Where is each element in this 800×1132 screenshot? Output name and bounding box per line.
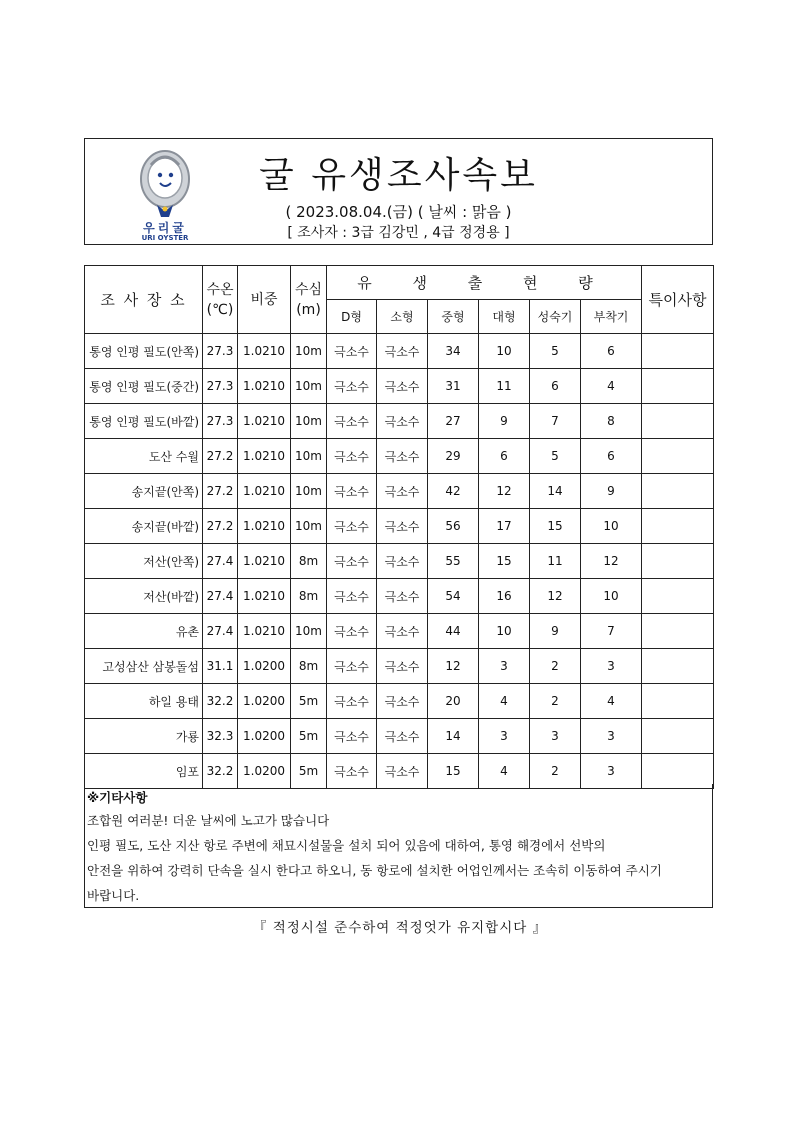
cell-depth: 10m [291, 369, 327, 404]
cell-remarks [642, 614, 714, 649]
cell-gravity: 1.0210 [238, 509, 291, 544]
cell-d-type: 극소수 [327, 404, 377, 439]
cell-small: 극소수 [377, 369, 428, 404]
cell-d-type: 극소수 [327, 369, 377, 404]
cell-mature: 12 [530, 579, 581, 614]
cell-small: 극소수 [377, 649, 428, 684]
header-depth [291, 266, 327, 334]
cell-small: 극소수 [377, 719, 428, 754]
table-body [85, 334, 714, 789]
logo-name: 우리굴 [143, 221, 187, 235]
subheader-attach: 부착기 [581, 300, 642, 334]
table-row [85, 474, 714, 509]
cell-large: 3 [479, 719, 530, 754]
cell-gravity: 1.0210 [238, 439, 291, 474]
cell-depth: 10m [291, 614, 327, 649]
table-row [85, 334, 714, 369]
cell-small: 극소수 [377, 754, 428, 789]
cell-large: 16 [479, 579, 530, 614]
cell-temperature: 27.3 [203, 369, 238, 404]
table-row [85, 614, 714, 649]
header-temperature [203, 266, 238, 334]
cell-location: 가룡 [85, 719, 203, 754]
cell-medium: 42 [428, 474, 479, 509]
cell-location: 유촌 [85, 614, 203, 649]
surveyor-line: [ 조사자 : 3급 김강민 , 4급 정경용 ] [287, 225, 510, 241]
larvae-survey-table [84, 265, 714, 789]
table-row [85, 719, 714, 754]
cell-gravity: 1.0210 [238, 369, 291, 404]
cell-large: 10 [479, 614, 530, 649]
cell-location: 하일 용태 [85, 684, 203, 719]
cell-large: 17 [479, 509, 530, 544]
cell-large: 4 [479, 684, 530, 719]
cell-mature: 5 [530, 439, 581, 474]
notes-line: 인평 필도, 도산 지산 항로 주변에 채묘시설물을 설치 되어 있음에 대하여, 통영 해경에서 선박의 [87, 838, 606, 853]
subheader-d: D형 [327, 300, 377, 334]
cell-mature: 3 [530, 719, 581, 754]
cell-medium: 54 [428, 579, 479, 614]
cell-attach: 4 [581, 369, 642, 404]
table-row [85, 404, 714, 439]
cell-location: 도산 수월 [85, 439, 203, 474]
cell-attach: 4 [581, 684, 642, 719]
cell-temperature: 27.4 [203, 544, 238, 579]
notes-box [84, 784, 713, 908]
cell-large: 9 [479, 404, 530, 439]
cell-location: 임포 [85, 754, 203, 789]
subheader-mature: 성숙기 [530, 300, 581, 334]
cell-mature: 6 [530, 369, 581, 404]
cell-attach: 6 [581, 439, 642, 474]
cell-medium: 31 [428, 369, 479, 404]
cell-remarks [642, 579, 714, 614]
cell-small: 극소수 [377, 614, 428, 649]
cell-remarks [642, 439, 714, 474]
table-row [85, 509, 714, 544]
cell-temperature: 32.2 [203, 754, 238, 789]
cell-small: 극소수 [377, 334, 428, 369]
subheader-medium: 중형 [428, 300, 479, 334]
cell-gravity: 1.0210 [238, 474, 291, 509]
notes-line: 조합원 여러분! 더운 날씨에 노고가 많습니다 [87, 813, 330, 828]
header-depth-label: 수심 [294, 281, 323, 298]
cell-temperature: 27.4 [203, 579, 238, 614]
cell-remarks [642, 684, 714, 719]
cell-d-type: 극소수 [327, 614, 377, 649]
cell-mature: 7 [530, 404, 581, 439]
cell-large: 3 [479, 649, 530, 684]
cell-large: 11 [479, 369, 530, 404]
cell-remarks [642, 404, 714, 439]
cell-attach: 12 [581, 544, 642, 579]
cell-depth: 5m [291, 719, 327, 754]
cell-mature: 14 [530, 474, 581, 509]
cell-mature: 5 [530, 334, 581, 369]
cell-d-type: 극소수 [327, 439, 377, 474]
cell-location: 저산(바깥) [85, 579, 203, 614]
header-larvae-count: 유 생 출 현 량 [327, 266, 642, 300]
cell-attach: 9 [581, 474, 642, 509]
cell-location: 송지끝(바깥) [85, 509, 203, 544]
notes-title: ※기타사항 [87, 790, 148, 805]
cell-remarks [642, 474, 714, 509]
cell-d-type: 극소수 [327, 684, 377, 719]
cell-mature: 2 [530, 649, 581, 684]
cell-attach: 8 [581, 404, 642, 439]
cell-depth: 8m [291, 579, 327, 614]
cell-depth: 5m [291, 684, 327, 719]
cell-mature: 9 [530, 614, 581, 649]
cell-depth: 8m [291, 649, 327, 684]
subheader-large: 대형 [479, 300, 530, 334]
cell-d-type: 극소수 [327, 719, 377, 754]
page-title: 굴 유생조사속보 [259, 155, 538, 196]
cell-location: 송지끝(안쪽) [85, 474, 203, 509]
subheader-small: 소형 [377, 300, 428, 334]
table-row [85, 439, 714, 474]
notes-line: 안전을 위하여 강력히 단속을 실시 한다고 하오니, 동 항로에 설치한 어업인께서는 조속히 이동하여 주시기 [87, 863, 662, 878]
cell-remarks [642, 334, 714, 369]
cell-d-type: 극소수 [327, 579, 377, 614]
header-temp-label: 수온 [206, 281, 234, 298]
cell-d-type: 극소수 [327, 334, 377, 369]
cell-depth: 10m [291, 439, 327, 474]
cell-remarks [642, 369, 714, 404]
cell-remarks [642, 509, 714, 544]
cell-temperature: 32.2 [203, 684, 238, 719]
cell-mature: 11 [530, 544, 581, 579]
header-remarks: 특이사항 [642, 266, 714, 334]
cell-d-type: 극소수 [327, 649, 377, 684]
cell-gravity: 1.0210 [238, 404, 291, 439]
cell-depth: 10m [291, 404, 327, 439]
header-location: 조 사 장 소 [85, 266, 203, 334]
cell-temperature: 27.4 [203, 614, 238, 649]
cell-attach: 3 [581, 649, 642, 684]
date-weather-line: ( 2023.08.04.(금) ( 날씨 : 맑음 ) [285, 203, 512, 221]
cell-gravity: 1.0210 [238, 544, 291, 579]
footer-slogan: 『 적정시설 준수하여 적정엇가 유지합시다 』 [252, 920, 548, 936]
cell-temperature: 27.3 [203, 334, 238, 369]
cell-medium: 29 [428, 439, 479, 474]
cell-gravity: 1.0200 [238, 684, 291, 719]
notes-line: 바랍니다. [87, 888, 140, 903]
cell-depth: 8m [291, 544, 327, 579]
cell-attach: 6 [581, 334, 642, 369]
cell-mature: 15 [530, 509, 581, 544]
table-row [85, 369, 714, 404]
cell-temperature: 32.3 [203, 719, 238, 754]
cell-remarks [642, 719, 714, 754]
cell-small: 극소수 [377, 579, 428, 614]
cell-attach: 10 [581, 579, 642, 614]
cell-large: 10 [479, 334, 530, 369]
cell-location: 고성삼산 삼봉돌섬 [85, 649, 203, 684]
cell-small: 극소수 [377, 439, 428, 474]
cell-gravity: 1.0210 [238, 334, 291, 369]
table-row [85, 579, 714, 614]
cell-mature: 2 [530, 754, 581, 789]
cell-gravity: 1.0200 [238, 649, 291, 684]
cell-medium: 55 [428, 544, 479, 579]
cell-gravity: 1.0200 [238, 719, 291, 754]
cell-d-type: 극소수 [327, 754, 377, 789]
cell-medium: 12 [428, 649, 479, 684]
report-header [84, 138, 713, 245]
cell-small: 극소수 [377, 474, 428, 509]
cell-location: 통영 인평 필도(안쪽) [85, 334, 203, 369]
cell-medium: 15 [428, 754, 479, 789]
table-row [85, 684, 714, 719]
cell-d-type: 극소수 [327, 509, 377, 544]
logo-subtitle: URI OYSTER [141, 234, 189, 242]
table-row [85, 649, 714, 684]
cell-remarks [642, 649, 714, 684]
cell-medium: 44 [428, 614, 479, 649]
cell-remarks [642, 544, 714, 579]
cell-temperature: 31.1 [203, 649, 238, 684]
cell-medium: 20 [428, 684, 479, 719]
cell-mature: 2 [530, 684, 581, 719]
cell-depth: 10m [291, 509, 327, 544]
cell-d-type: 극소수 [327, 474, 377, 509]
cell-medium: 34 [428, 334, 479, 369]
cell-depth: 5m [291, 754, 327, 789]
cell-medium: 27 [428, 404, 479, 439]
cell-small: 극소수 [377, 404, 428, 439]
cell-medium: 56 [428, 509, 479, 544]
cell-large: 12 [479, 474, 530, 509]
cell-temperature: 27.2 [203, 439, 238, 474]
cell-attach: 7 [581, 614, 642, 649]
cell-small: 극소수 [377, 509, 428, 544]
cell-large: 4 [479, 754, 530, 789]
cell-large: 15 [479, 544, 530, 579]
cell-small: 극소수 [377, 544, 428, 579]
header-depth-unit: (m) [296, 301, 321, 318]
table-row [85, 544, 714, 579]
cell-location: 통영 인평 필도(바깥) [85, 404, 203, 439]
cell-attach: 3 [581, 754, 642, 789]
cell-gravity: 1.0210 [238, 579, 291, 614]
cell-depth: 10m [291, 334, 327, 369]
cell-location: 저산(안쪽) [85, 544, 203, 579]
cell-d-type: 극소수 [327, 544, 377, 579]
cell-temperature: 27.2 [203, 509, 238, 544]
cell-temperature: 27.2 [203, 474, 238, 509]
cell-medium: 14 [428, 719, 479, 754]
cell-attach: 3 [581, 719, 642, 754]
cell-gravity: 1.0200 [238, 754, 291, 789]
cell-temperature: 27.3 [203, 404, 238, 439]
header-gravity: 비중 [238, 266, 291, 334]
cell-attach: 10 [581, 509, 642, 544]
cell-small: 극소수 [377, 684, 428, 719]
header-temp-unit: (℃) [206, 301, 234, 318]
cell-gravity: 1.0210 [238, 614, 291, 649]
cell-depth: 10m [291, 474, 327, 509]
cell-large: 6 [479, 439, 530, 474]
cell-location: 통영 인평 필도(중간) [85, 369, 203, 404]
